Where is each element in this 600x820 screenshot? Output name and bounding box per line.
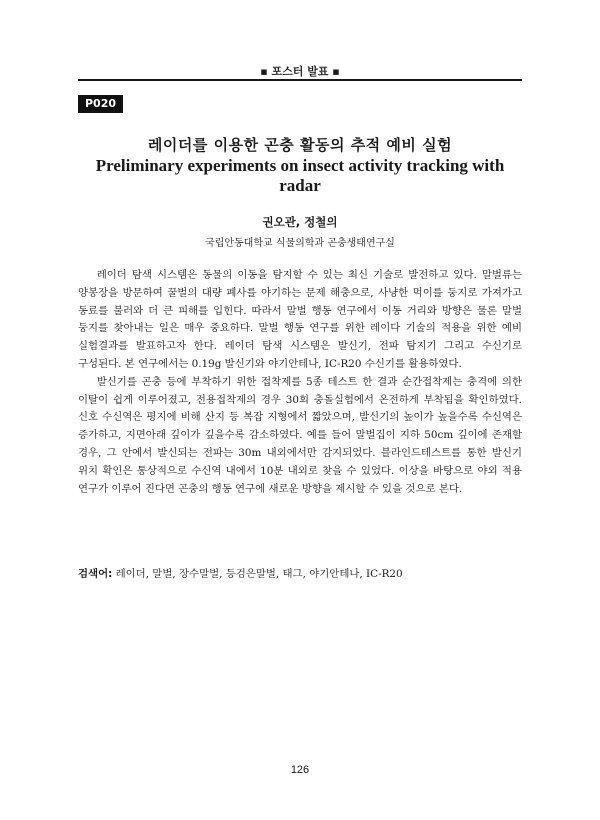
keywords-line xyxy=(78,566,522,582)
header-divider xyxy=(78,79,522,81)
keywords-text: 레이더, 말벌, 장수말벌, 등검은말벌, 태그, 야기안테나, IC-R20 xyxy=(115,568,403,580)
keywords-label: 검색어: xyxy=(78,568,113,580)
section-label: ▪ 포스터 발표 ▪ xyxy=(260,65,340,78)
abstract-body xyxy=(78,267,522,498)
title-english: Preliminary experiments on insect activity tracking with radar xyxy=(95,156,505,195)
authors: 권오관, 정철의 xyxy=(262,215,338,229)
title-korean: 레이더를 이용한 곤충 활동의 추적 예비 실험 xyxy=(147,136,453,154)
abstract-paragraph: 발신기를 곤충 등에 부착하기 위한 접착제를 5종 테스트 한 결과 순간접착제는 충격에 의한 이탈이 쉽게 이루어졌고, 전용접착제의 경우 30회 충돌실험에서 온전하게 부착됨을 확인하였다. 신호 수신역은 평지에 비해 산지 등 복잡 지형에서 짧았으며, 발신기의 높이가 높을수록 수신역은 증가하고, 지면아래 깊이가 깊을수록 감소하였다. 예를 들어 말벌집이 지하 50cm 깊이에 존재할 경우, 그 안에서 발신되는 전파는 30m 내외에서만 감지되었다. 블라인드테스트를 통한 발신기 위치 확인은 통상적으로 수신역 내에서 10분 내외로 찾을 수 있었다. 이상을 바탕으로 야외 적용 연구가 이루어 진다면 곤충의 행동 연구에 새로운 방향을 제시할 수 있을 것으로 본다. xyxy=(78,375,522,495)
abstract-paragraph: 레이더 탐색 시스템은 동물의 이동을 탐지할 수 있는 최신 기술로 발전하고 있다. 말벌류는 양봉장을 방문하여 꿀벌의 대량 폐사를 야기하는 문제 해충으로, 사냥한 먹이를 둥지로 가져가고 동료를 불러와 더 큰 피해를 입힌다. 따라서 말벌 행동 연구에서 이동 거리와 방향은 물론 말벌 둥지를 찾아내는 일은 매우 중요하다. 말벌 행동 연구를 위한 레이다 기술의 적용을 위한 예비 실험결과를 발표하고자 한다. 레이더 탐색 시스템은 발신기, 전파 탐지기 그리고 수신기로 구성된다. 본 연구에서는 0.19g 발신기와 야기안테나, IC-R20 수신기를 활용하였다. xyxy=(78,269,522,370)
poster-id-badge: P020 xyxy=(78,95,123,113)
affiliation: 국립안동대학교 식물의학과 곤충생태연구실 xyxy=(205,238,395,249)
page-number: 126 xyxy=(290,764,310,776)
section-header xyxy=(78,60,522,79)
